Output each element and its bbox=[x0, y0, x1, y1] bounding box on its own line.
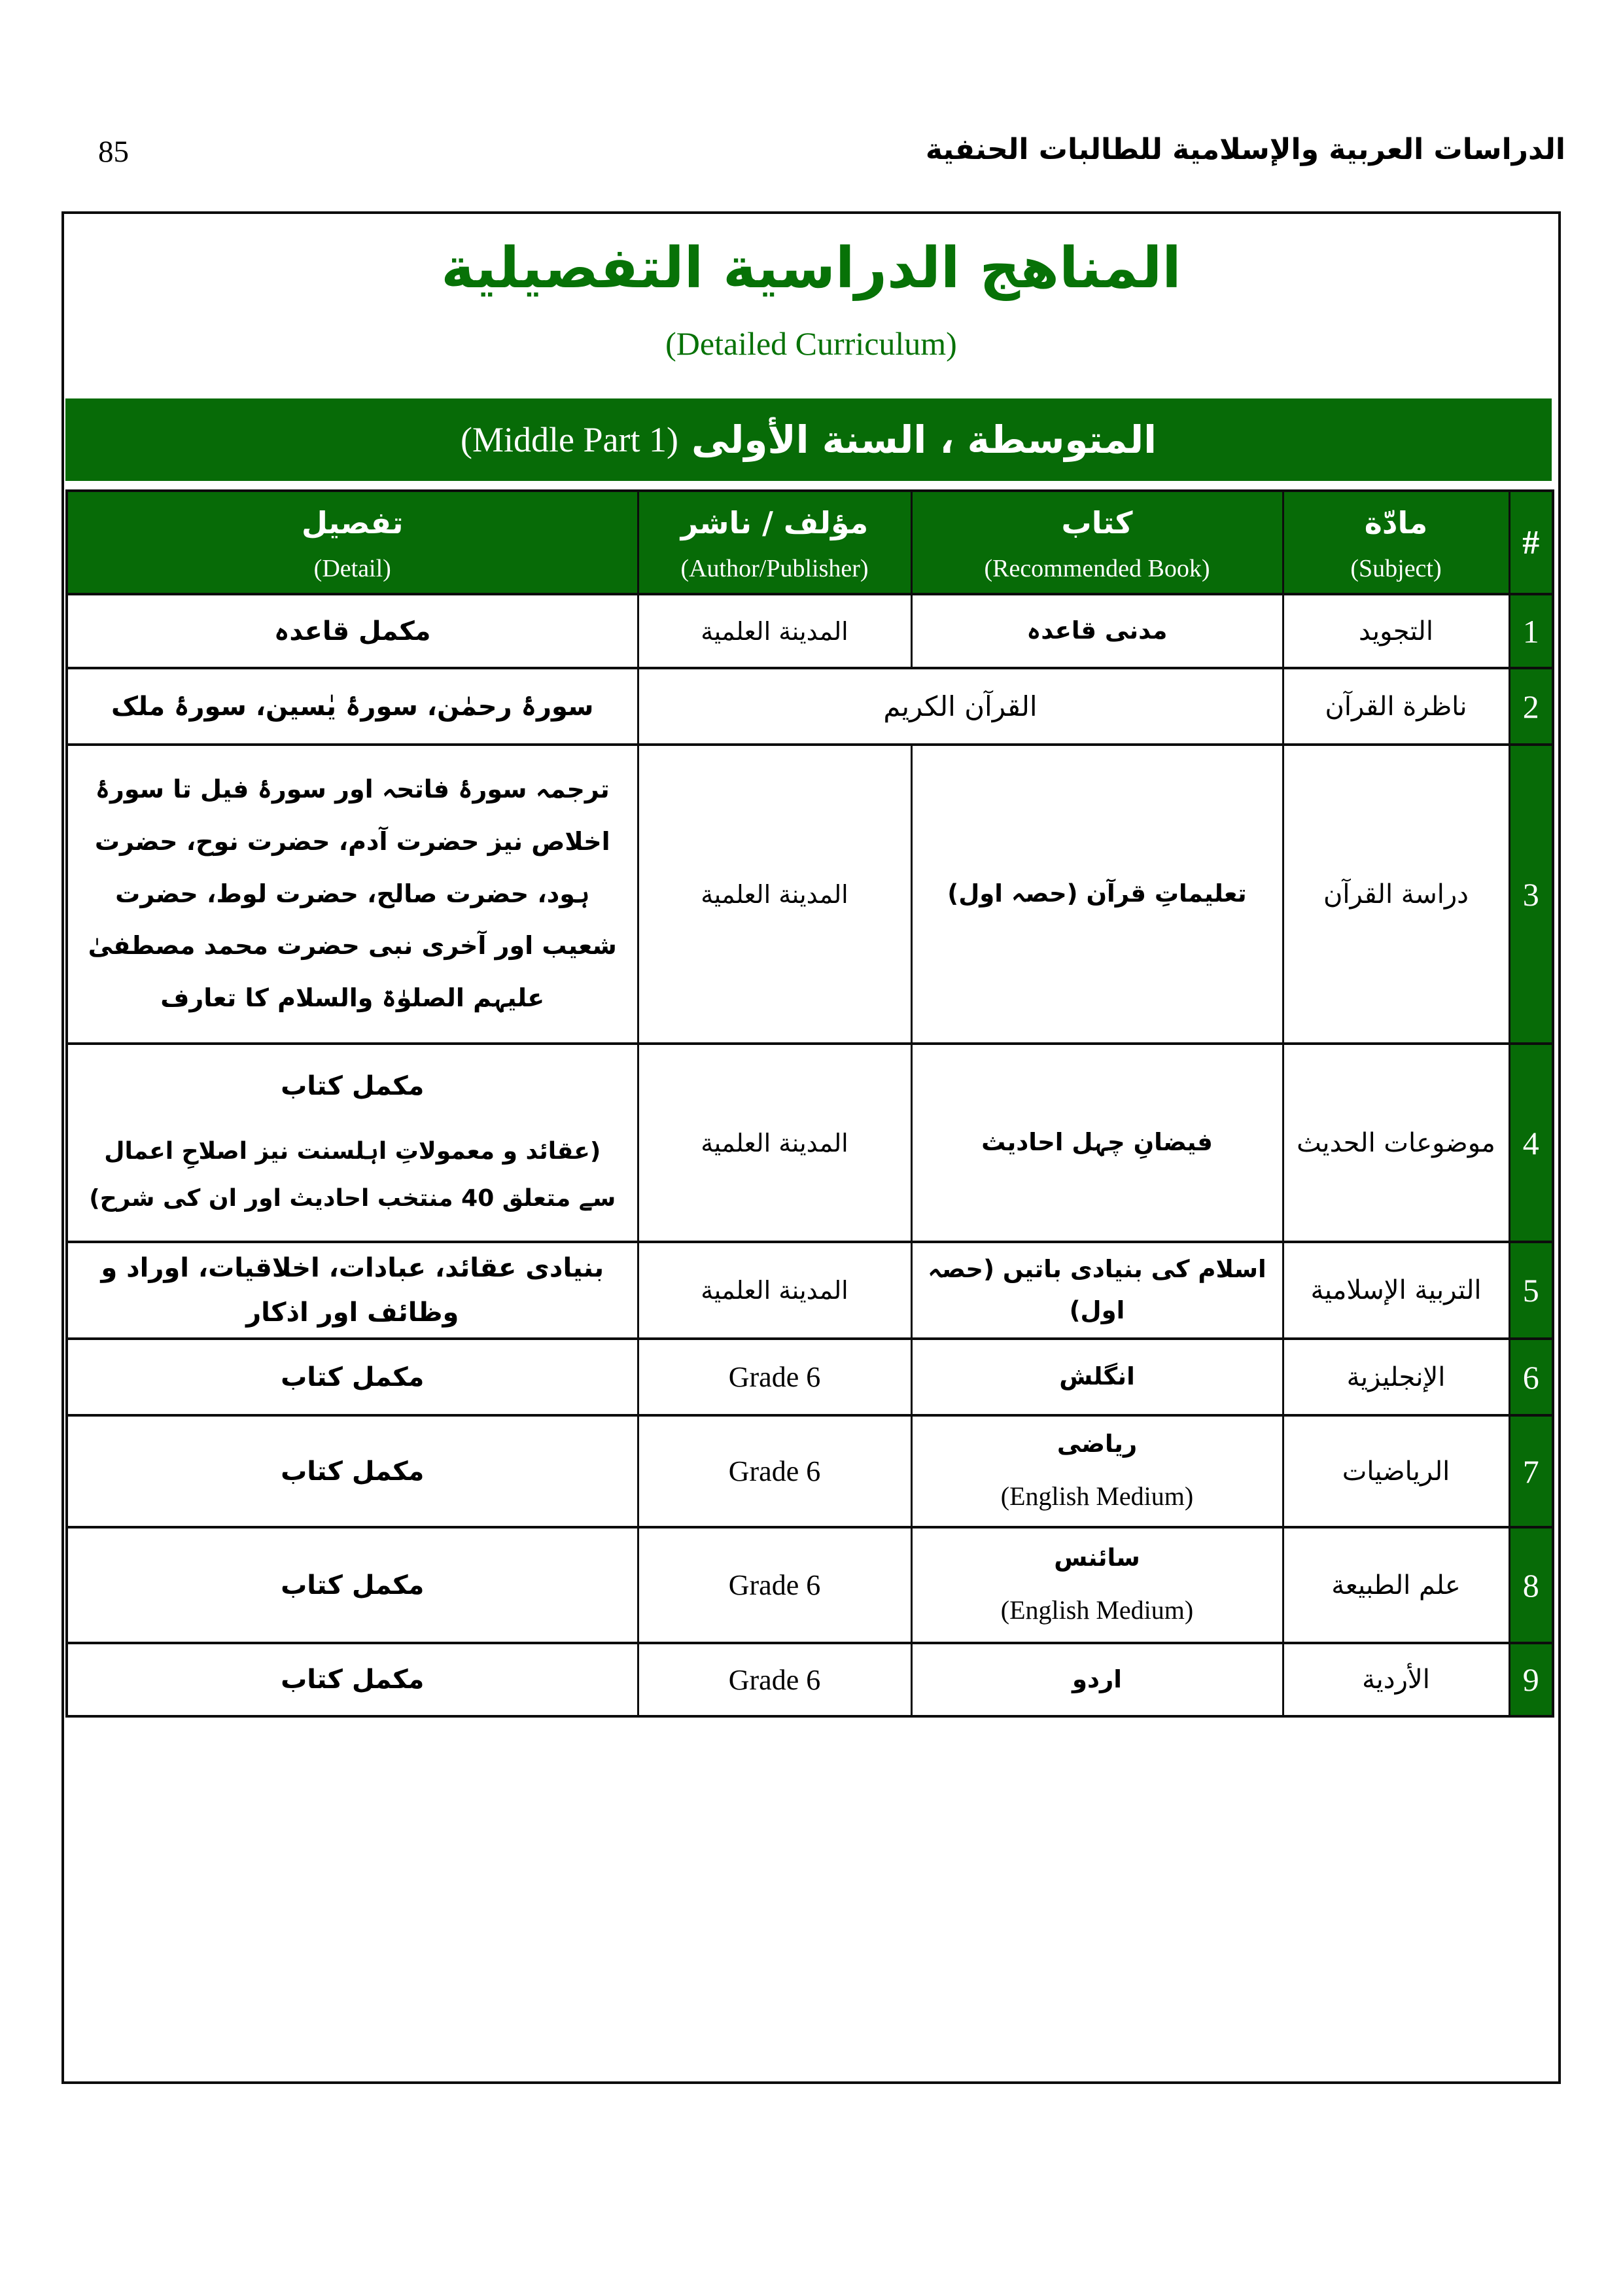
book-title: فیضانِ چہل احادیث bbox=[981, 1128, 1213, 1157]
section-banner-english: (Middle Part 1) bbox=[461, 420, 678, 459]
author-cell: المدينة العلمية bbox=[638, 1242, 911, 1339]
row-number-cell: 5 bbox=[1509, 1242, 1553, 1339]
table-row bbox=[67, 1527, 1553, 1643]
header-detail-english: (Detail) bbox=[313, 555, 391, 583]
author-cell: Grade 6 bbox=[638, 1415, 911, 1527]
subject-cell: الأردية bbox=[1283, 1643, 1509, 1716]
curriculum-table bbox=[65, 489, 1554, 1718]
subject-cell: الإنجليزية bbox=[1283, 1339, 1509, 1415]
document-box bbox=[61, 211, 1561, 2084]
detail-cell: مکمل کتاب bbox=[67, 1415, 638, 1527]
page-header bbox=[98, 133, 1565, 168]
running-header-title: الدراسات العربية والإسلامية للطالبات الحنفية bbox=[925, 133, 1565, 166]
header-subject bbox=[1283, 491, 1509, 594]
book-title: ریاضی bbox=[1056, 1430, 1138, 1458]
table-row bbox=[67, 1044, 1553, 1242]
author-cell: المدينة العلمية bbox=[638, 745, 911, 1044]
row-number-cell: 8 bbox=[1509, 1527, 1553, 1643]
book-title: انگلش bbox=[1059, 1362, 1135, 1391]
detail-cell bbox=[67, 1044, 638, 1242]
row-number-cell: 2 bbox=[1509, 668, 1553, 745]
book-cell bbox=[911, 1044, 1283, 1242]
header-author bbox=[638, 491, 911, 594]
book-title: اسلام کی بنیادی باتیں (حصہ اول) bbox=[928, 1255, 1266, 1324]
detail-cell: مکمل کتاب bbox=[67, 1339, 638, 1415]
book-title: تعلیماتِ قرآن (حصہ اول) bbox=[947, 879, 1247, 908]
book-cell bbox=[638, 668, 1283, 745]
header-author-arabic: مؤلف / ناشر bbox=[680, 504, 869, 540]
table-row bbox=[67, 1643, 1553, 1716]
header-book bbox=[911, 491, 1283, 594]
curriculum-table-body bbox=[67, 594, 1553, 1716]
detail-cell: سورۂ رحمٰن، سورۂ یٰسین، سورۂ ملک bbox=[67, 668, 638, 745]
author-cell: المدينة العلمية bbox=[638, 594, 911, 668]
row-number-cell: 7 bbox=[1509, 1415, 1553, 1527]
book-title: مدنی قاعدہ bbox=[1026, 616, 1168, 645]
table-row bbox=[67, 668, 1553, 745]
main-title-english: (Detailed Curriculum) bbox=[665, 325, 957, 362]
table-header bbox=[67, 491, 1553, 594]
subject-cell: التربية الإسلامية bbox=[1283, 1242, 1509, 1339]
table-row bbox=[67, 1339, 1553, 1415]
detail-cell: ترجمہ سورۂ فاتحہ اور سورۂ فیل تا سورۂ اخلاص نیز حضرت آدم، حضرت نوح، حضرت ہود، حضرت صالح، حضرت لوط، حضرت شعیب اور آخری نبی حضرت محمد مصطفیٰ علیہم الصلوٰۃ والسلام کا تعارف bbox=[67, 745, 638, 1044]
book-cell bbox=[911, 745, 1283, 1044]
detail-cell: بنیادی عقائد، عبادات، اخلاقیات، اوراد و وظائف اور اذکار bbox=[67, 1242, 638, 1339]
table-row bbox=[67, 1415, 1553, 1527]
main-title-arabic: المناهج الدراسية التفصيلية bbox=[441, 236, 1181, 301]
header-subject-arabic: مادّة bbox=[1364, 504, 1428, 540]
subject-cell: التجويد bbox=[1283, 594, 1509, 668]
author-cell: Grade 6 bbox=[638, 1643, 911, 1716]
subject-cell: علم الطبيعة bbox=[1283, 1527, 1509, 1643]
subject-cell: ناظرة القرآن bbox=[1283, 668, 1509, 745]
detail-line: (عقائد و معمولاتِ اہلسنت نیز اصلاحِ اعمال سے متعلق 40 منتخب احادیث اور ان کی شرح) bbox=[89, 1137, 616, 1212]
subject-cell: الرياضيات bbox=[1283, 1415, 1509, 1527]
table-row bbox=[67, 594, 1553, 668]
author-cell: Grade 6 bbox=[638, 1527, 911, 1643]
detail-line: مکمل کتاب bbox=[281, 1070, 425, 1101]
book-cell bbox=[911, 1415, 1283, 1527]
book-cell bbox=[911, 594, 1283, 668]
header-detail-arabic: تفصيل bbox=[301, 504, 404, 540]
book-subtitle: (English Medium) bbox=[1000, 1595, 1194, 1625]
book-title: القرآن الكريم bbox=[883, 690, 1038, 722]
row-number-cell: 6 bbox=[1509, 1339, 1553, 1415]
book-cell bbox=[911, 1339, 1283, 1415]
table-row bbox=[67, 1242, 1553, 1339]
header-author-english: (Author/Publisher) bbox=[680, 555, 869, 583]
table-row bbox=[67, 745, 1553, 1044]
row-number-cell: 9 bbox=[1509, 1643, 1553, 1716]
book-cell bbox=[911, 1643, 1283, 1716]
table-header-row bbox=[67, 491, 1553, 594]
page-number: 85 bbox=[98, 134, 129, 169]
book-cell bbox=[911, 1242, 1283, 1339]
author-cell: Grade 6 bbox=[638, 1339, 911, 1415]
section-banner-arabic: المتوسطة ، السنة الأولى bbox=[691, 417, 1157, 462]
header-subject-english: (Subject) bbox=[1350, 555, 1442, 583]
subject-cell: دراسة القرآن bbox=[1283, 745, 1509, 1044]
book-cell bbox=[911, 1527, 1283, 1643]
row-number-cell: 3 bbox=[1509, 745, 1553, 1044]
header-number: # bbox=[1509, 491, 1553, 594]
book-title: سائنس bbox=[1054, 1544, 1140, 1572]
row-number-cell: 4 bbox=[1509, 1044, 1553, 1242]
book-title: اردو bbox=[1072, 1665, 1122, 1693]
author-cell: المدينة العلمية bbox=[638, 1044, 911, 1242]
detail-cell: مکمل قاعدہ bbox=[67, 594, 638, 668]
book-subtitle: (English Medium) bbox=[1000, 1481, 1194, 1511]
header-detail bbox=[67, 491, 638, 594]
header-book-arabic: كتاب bbox=[1061, 504, 1133, 540]
header-book-english: (Recommended Book) bbox=[984, 555, 1210, 583]
row-number-cell: 1 bbox=[1509, 594, 1553, 668]
subject-cell: موضوعات الحديث bbox=[1283, 1044, 1509, 1242]
detail-cell: مکمل کتاب bbox=[67, 1527, 638, 1643]
detail-cell: مکمل کتاب bbox=[67, 1643, 638, 1716]
section-banner bbox=[65, 398, 1552, 481]
